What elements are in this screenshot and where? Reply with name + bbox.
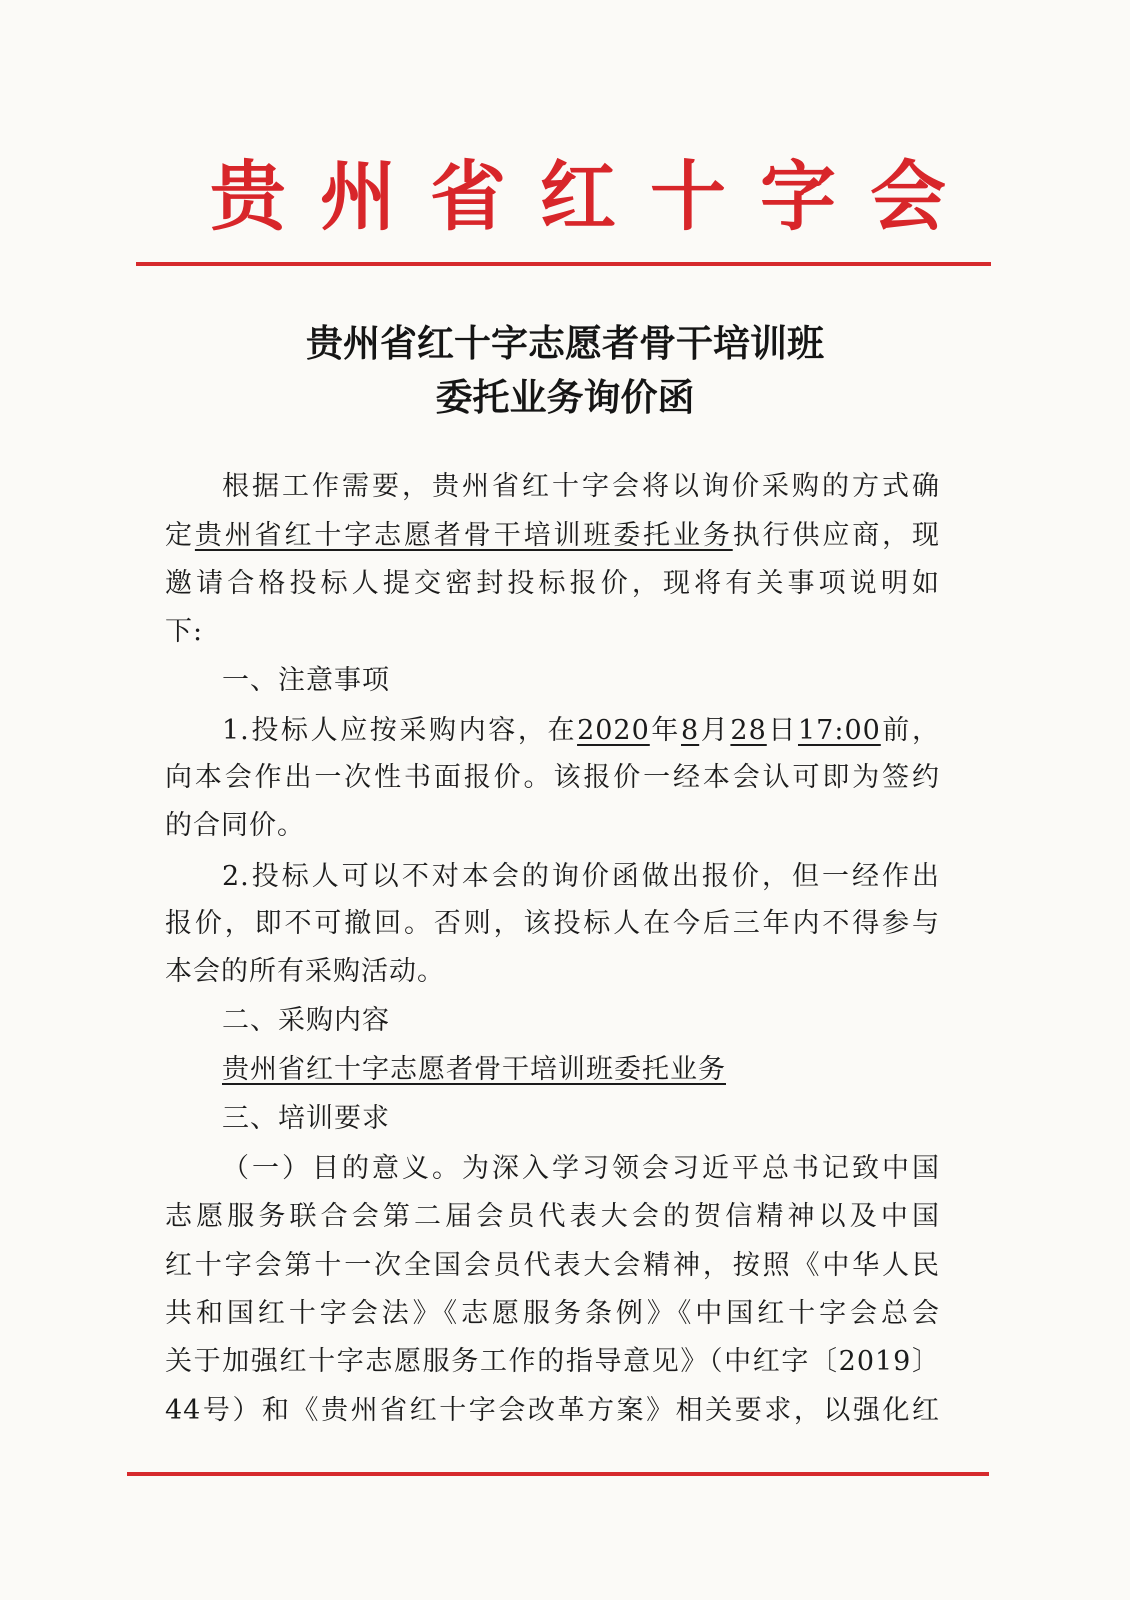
document-title-line-2: 委托业务询价函 [435,375,695,419]
section-3-heading: 三、培训要求 [222,1103,390,1134]
notice-item-1-prefix: 1.投标人应按采购内容，在 [222,715,578,746]
section-1-heading: 一、注意事项 [222,665,390,696]
section-2-heading: 二、采购内容 [222,1005,390,1036]
deadline-year: 2020 [577,715,650,746]
training-para-line-2: 志愿服务联合会第二届会员代表大会的贺信精神以及中国 [165,1201,940,1232]
document-title-line-1: 贵州省红十字志愿者骨干培训班 [306,321,824,365]
procurement-content: 贵州省红十字志愿者骨干培训班委托业务 [222,1054,726,1085]
intro-underlined-project: 贵州省红十字志愿者骨干培训班委托业务 [194,520,733,551]
intro-line-3: 邀请合格投标人提交密封投标报价，现将有关事项说明如 [165,568,940,599]
training-para-line-4: 共和国红十字会法》《志愿服务条例》《中国红十字会总会 [165,1298,940,1329]
intro-line-2 [165,516,940,556]
deadline-month-suffix: 月 [699,715,731,746]
intro-line-2-end: 执行供应商，现 [732,520,941,551]
footer-red-rule [127,1472,989,1476]
training-para-line-5: 关于加强红十字志愿服务工作的指导意见》（中红字〔2019〕 [165,1346,940,1377]
intro-line-1: 根据工作需要，贵州省红十字会将以询价采购的方式确 [222,471,940,502]
letterhead-org-name: 贵州省红十字会 [210,152,980,241]
deadline-day: 28 [730,715,767,746]
notice-item-1-line-2: 向本会作出一次性书面报价。该报价一经本会认可即为签约 [165,762,940,793]
training-para-line-1: （一）目的意义。为深入学习领会习近平总书记致中国 [222,1153,940,1184]
deadline-time: 17:00 [797,715,881,746]
notice-item-1-line-1 [222,711,940,751]
training-para-line-6: 44号）和《贵州省红十字会改革方案》相关要求，以强化红 [165,1395,940,1426]
deadline-day-suffix: 日 [766,715,798,746]
notice-item-2-line-2: 报价，即不可撤回。否则，该投标人在今后三年内不得参与 [165,908,940,939]
deadline-month: 8 [681,715,700,746]
deadline-time-suffix: 前， [880,715,941,746]
deadline-year-suffix: 年 [649,715,681,746]
notice-item-1-line-3: 的合同价。 [165,810,305,841]
notice-item-2-line-1: 2.投标人可以不对本会的询价函做出报价，但一经作出 [222,861,940,892]
notice-item-2-line-3: 本会的所有采购活动。 [165,956,445,987]
intro-line-4: 下: [165,616,204,647]
letterhead-red-rule [136,262,991,266]
intro-line-2-start: 定 [165,520,195,551]
training-para-line-3: 红十字会第十一次全国会员代表大会精神，按照《中华人民 [165,1250,940,1281]
